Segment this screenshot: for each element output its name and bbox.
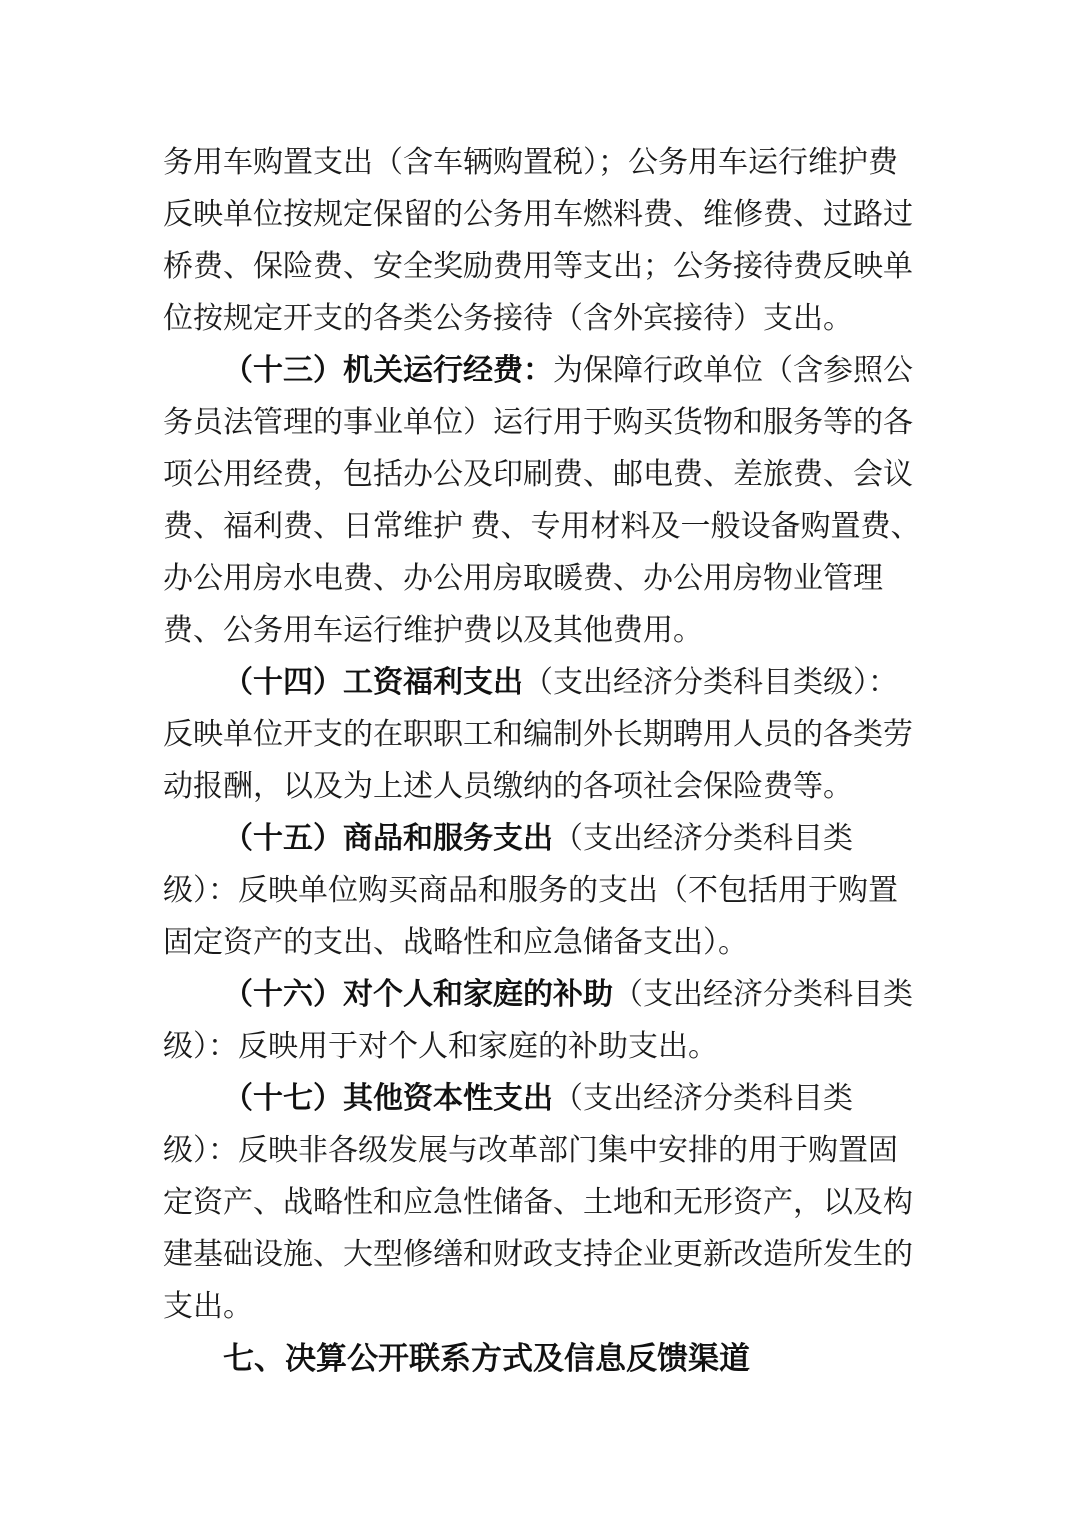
bold-text-run: （十七）其他资本性支出 [223, 1082, 553, 1115]
bold-text-run: （十六）对个人和家庭的补助 [223, 978, 613, 1011]
text-run: 级）：反映非各级发展与改革部门集中安排的用于购置固 [163, 1134, 898, 1167]
text-run: 桥费、保险费、安全奖励费用等支出；公务接待费反映单 [163, 250, 913, 283]
section-heading [163, 1333, 915, 1385]
text-line-1 [163, 137, 915, 189]
text-run: 费、福利费、日常维护 费、专用材料及一般设备购置费、 [163, 510, 921, 543]
text-line-4 [163, 293, 915, 345]
text-run: 建基础设施、大型修缮和财政支持企业更新改造所发生的 [163, 1238, 913, 1271]
text-line-20 [163, 1125, 915, 1177]
text-line-7 [163, 449, 915, 501]
text-run: 反映单位开支的在职职工和编制外长期聘用人员的各类劳 [163, 718, 913, 751]
bold-text-run: 七、决算公开联系方式及信息反馈渠道 [223, 1341, 750, 1376]
text-run: 务员法管理的事业单位）运行用于购买货物和服务等的各 [163, 406, 913, 439]
text-line-2 [163, 189, 915, 241]
text-run: 固定资产的支出、战略性和应急储备支出）。 [163, 926, 748, 959]
text-run: 反映单位按规定保留的公务用车燃料费、维修费、过路过 [163, 198, 913, 231]
bold-text-run: （十四）工资福利支出 [223, 666, 523, 699]
text-run: 务用车购置支出（含车辆购置税）；公务用车运行维护费 [163, 146, 898, 179]
text-line-5 [163, 345, 915, 397]
text-line-14 [163, 813, 915, 865]
text-line-9 [163, 553, 915, 605]
text-run: 为保障行政单位（含参照公 [553, 354, 913, 387]
text-line-17 [163, 969, 915, 1021]
text-line-21 [163, 1177, 915, 1229]
text-run: 支出。 [163, 1290, 253, 1323]
text-line-19 [163, 1073, 915, 1125]
text-run: 动报酬，以及为上述人员缴纳的各项社会保险费等。 [163, 770, 853, 803]
text-run: 办公用房水电费、办公用房取暖费、办公用房物业管理 [163, 562, 883, 595]
bold-text-run: （十五）商品和服务支出 [223, 822, 553, 855]
text-run: 级）：反映用于对个人和家庭的补助支出。 [163, 1030, 718, 1063]
text-run: （支出经济分类科目类 [553, 1082, 853, 1115]
text-run: 费、公务用车运行维护费以及其他费用。 [163, 614, 703, 647]
text-run: （支出经济分类科目类 [553, 822, 853, 855]
text-line-13 [163, 761, 915, 813]
text-line-22 [163, 1229, 915, 1281]
text-line-18 [163, 1021, 915, 1073]
text-line-10 [163, 605, 915, 657]
text-line-23 [163, 1281, 915, 1333]
document-content [163, 137, 921, 1385]
text-line-12 [163, 709, 915, 761]
text-line-11 [163, 657, 915, 709]
text-run: 定资产、战略性和应急性储备、土地和无形资产，以及构 [163, 1186, 913, 1219]
text-run: （支出经济分类科目类 [613, 978, 913, 1011]
text-run: 级）：反映单位购买商品和服务的支出（不包括用于购置 [163, 874, 898, 907]
text-line-15 [163, 865, 915, 917]
text-run: 项公用经费，包括办公及印刷费、邮电费、差旅费、会议 [163, 458, 913, 491]
text-run: （支出经济分类科目类级）： [523, 666, 898, 699]
bold-text-run: （十三）机关运行经费： [223, 354, 553, 387]
text-run: 位按规定开支的各类公务接待（含外宾接待）支出。 [163, 302, 853, 335]
text-line-6 [163, 397, 915, 449]
text-line-3 [163, 241, 915, 293]
text-line-8 [163, 501, 921, 553]
text-line-16 [163, 917, 915, 969]
